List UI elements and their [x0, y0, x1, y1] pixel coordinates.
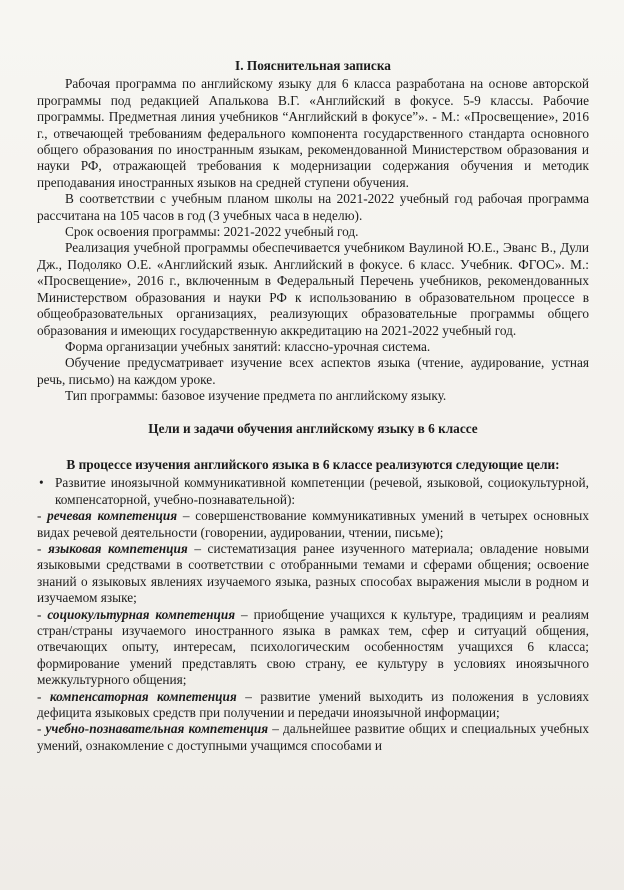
paragraph-term: Срок освоения программы: 2021-2022 учебный год.	[65, 224, 359, 240]
competence-text: – совершенствование коммуникативных умений в четырех основных видах речевой деятельности (говорении, аудировании, чтении, письме);	[37, 508, 589, 540]
paragraph-program-basis: Рабочая программа по английскому языку для 6 класса разработана на основе авторской программы под редакцией Апалькова В.Г. «Английский в фокусе. 5-9 классы. Рабочие программы. Предметная линия учебников “Английский в фокусе”». - М.: «Просвещение», 2016 г., отвечающей требованиям федерального компонента государственного стандарта основного общего образования по иностранным языкам, рекомендованной Министерством образования и науки РФ, отражающей требования к модернизации содержания обучения и методик преподавания иностранных языков на средней ступени обучения.	[37, 76, 589, 190]
competence-speech	[37, 508, 589, 541]
paragraph-lesson-form: Форма организации учебных занятий: классно-урочная система.	[65, 338, 431, 354]
competence-educational-cognitive	[37, 721, 589, 754]
competence-text: – дальнейшее развитие общих и специальных учебных умений, ознакомление с доступными учащимся способами и	[37, 721, 589, 753]
competence-text: – приобщение учащихся к культуре, традициям и реалиям стран/страны изучаемого иностранного языка в рамках тем, сфер и ситуаций общения, отвечающих опыту, интересам, психологическим особенностям учащихся 6 класса; формирование умений представлять свою страну, ее культуру в условиях иноязычного межкультурного общения;	[37, 606, 589, 688]
paragraph-hours: В соответствии с учебным планом школы на 2021-2022 учебный год рабочая программа рассчитана на 105 часов в год (3 учебных часа в неделю).	[37, 191, 589, 223]
competence-term: речевая компетенция	[47, 508, 178, 524]
competence-text: – развитие умений выходить из положения в условиях дефицита языковых средств при получении и передачи иноязычной информации;	[37, 688, 590, 721]
bullet-text: Развитие иноязычной коммуникативной компетенции (речевой, языковой, социокультурной, компенсаторной, учебно-познавательной):	[55, 475, 589, 507]
competence-term: языковая компетенция	[48, 540, 188, 556]
competence-text: – систематизация ранее изученного материала; овладение новыми языковыми средствами в соответствии с отобранными темами и сферами общения; освоение знаний о языковых явлениях изучаемого языка, разных способах выражения мысли в родном и изучаемом языке;	[37, 540, 589, 606]
section-heading-goals: Цели и задачи обучения английскому языку в 6 классе	[148, 420, 478, 436]
section-heading-explanatory-note: I. Пояснительная записка	[235, 58, 391, 73]
competence-prefix: -	[37, 606, 48, 622]
paragraph-textbook: Реализация учебной программы обеспечивается учебником Ваулиной Ю.Е., Эванс В., Дули Дж., Подоляко О.Е. «Английский язык. Английский в фокусе. 6 класс. Учебник. ФГОС». М.: «Просвещение», 2016 г., включенным в Федеральный Перечень учебников, рекомендованных Министерством образования и науки РФ к использованию в образовательном процессе в общеобразовательных организациях, реализующих образовательные программы общего образования и имеющих государственную аккредитацию на 2021-2022 учебный год.	[37, 240, 589, 338]
paragraph-aspects: Обучение предусматривает изучение всех аспектов языка (чтение, аудирование, устная речь, письмо) на каждом уроке.	[37, 355, 589, 387]
section-heading-process-goals: В процессе изучения английского языка в 6 классе реализуются следующие цели:	[66, 456, 560, 472]
competence-prefix: -	[37, 721, 46, 737]
document-content	[37, 58, 589, 754]
competence-prefix: -	[37, 540, 48, 556]
competence-prefix: -	[37, 508, 48, 524]
bullet-icon: •	[39, 475, 44, 491]
competence-term: учебно-познавательная компетенция	[45, 721, 269, 737]
competence-term: компенсаторная компетенция	[49, 688, 237, 704]
competence-prefix: -	[37, 688, 50, 704]
competence-term: социокультурная компетенция	[47, 606, 236, 622]
bullet-item-communicative-competence	[37, 475, 589, 508]
paragraph-program-type: Тип программы: базовое изучение предмета по английскому языку.	[65, 388, 447, 404]
competence-compensatory	[37, 689, 589, 722]
competence-language	[37, 541, 589, 607]
competence-sociocultural	[37, 607, 589, 689]
